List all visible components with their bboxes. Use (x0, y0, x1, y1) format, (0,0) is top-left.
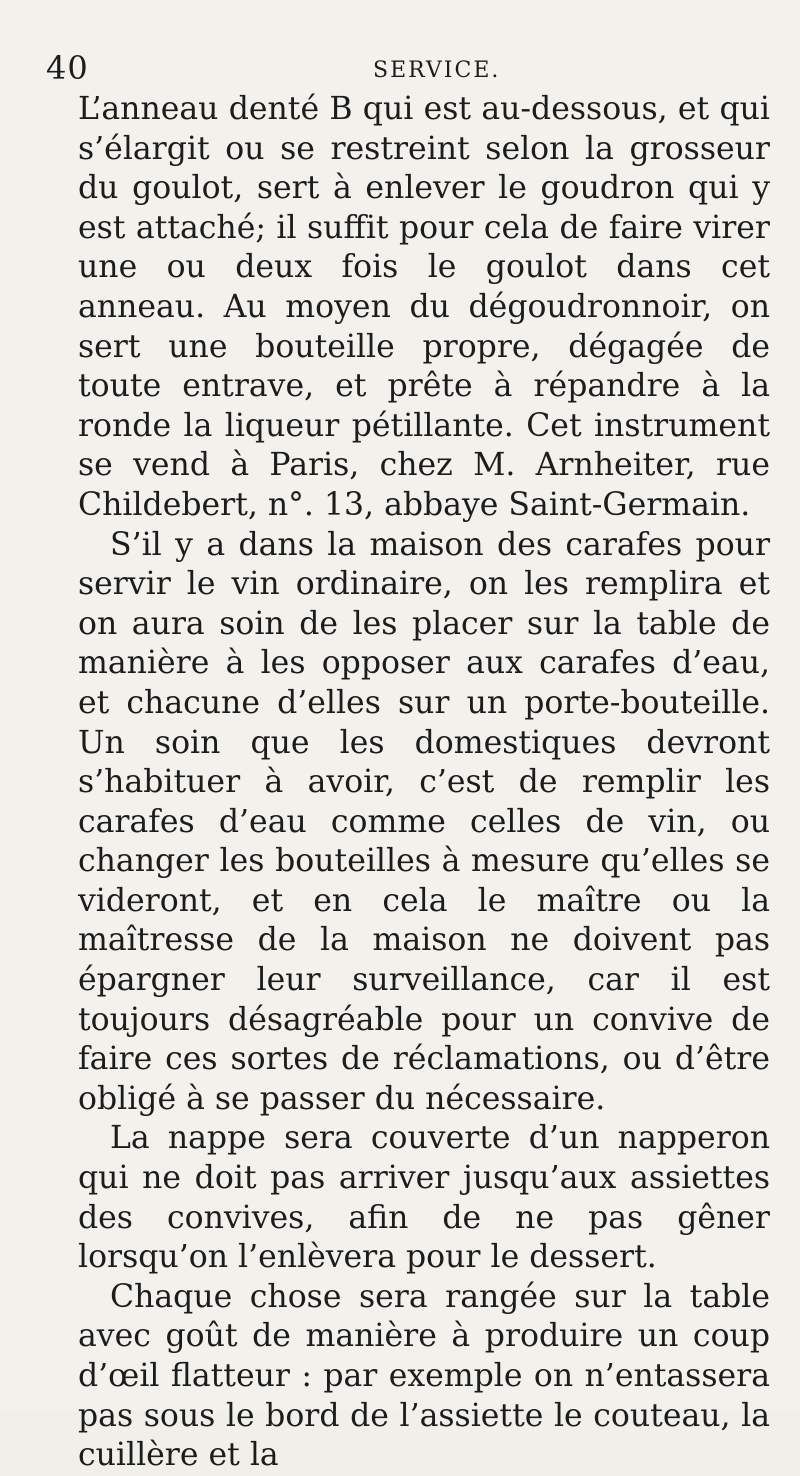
paragraph: La nappe sera couverte d’un napperon qui ne doit pas arriver jusqu’aux assiettes des convives, afin de ne pas gêner lorsqu’on l’enlèvera pour le dessert. (78, 1120, 770, 1276)
running-title: SERVICE. (373, 58, 501, 83)
paragraph: S’il y a dans la maison des carafes pour servir le vin ordinaire, on les remplira et on aura soin de les placer sur la table de manière à les opposer aux carafes d’eau, et chacune d’elles sur un porte-bouteille. Un soin que les domestiques devront s’habituer à avoir, c’est de remplir les carafes d’eau comme celles de vin, ou changer les bouteilles à mesure qu’elles se videront, et en cela le maître ou la maîtresse de la maison ne doivent pas épargner leur surveillance, car il est toujours désagréable pour un convive de faire ces sortes de réclamations, ou d’être obligé à se passer du nécessaire. (78, 526, 770, 1117)
running-head (46, 50, 762, 90)
body-text (78, 90, 770, 1476)
page-number: 40 (46, 49, 89, 87)
paragraph: L’anneau denté B qui est au-dessous, et qui s’élargit ou se restreint selon la grosseur du goulot, sert à enlever le goudron qui y est attaché; il suffit pour cela de faire virer une ou deux fois le goulot dans cet anneau. Au moyen du dégoudronnoir, on sert une bouteille propre, dégagée de toute entrave, et prête à répandre à la ronde la liqueur pétillante. Cet instrument se vend à Paris, chez M. Arnheiter, rue Childebert, n°. 13, abbaye Saint-Germain. (78, 91, 770, 523)
paragraph: Chaque chose sera rangée sur la table avec goût de manière à produire un coup d’œil flatteur : par exemple on n’entassera pas sous le bord de l’assiette le couteau, la cuillère et la (78, 1278, 770, 1474)
